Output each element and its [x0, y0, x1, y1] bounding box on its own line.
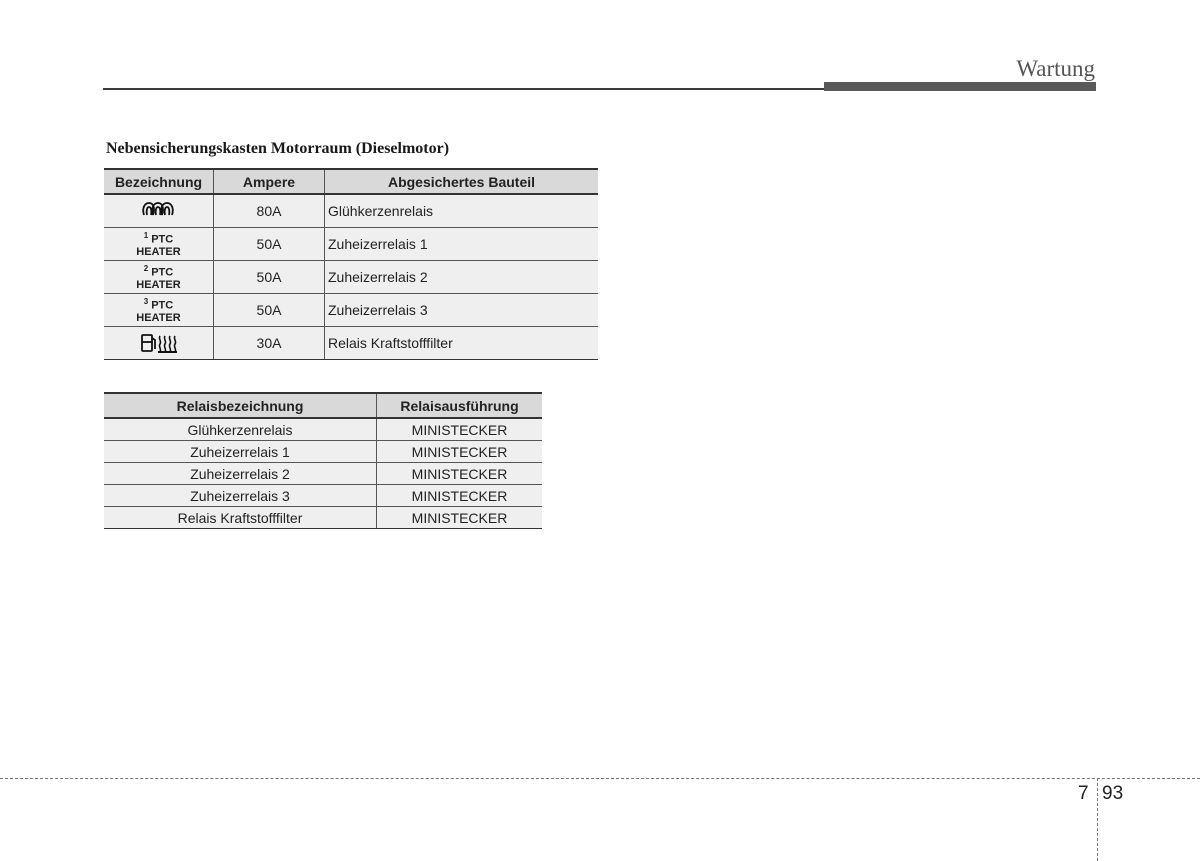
table-row	[104, 485, 542, 507]
relay-table-header	[104, 393, 542, 418]
fuse-component: Zuheizerrelais 2	[325, 261, 599, 294]
section-heading: Nebensicherungskasten Motorraum (Dieselmotor)	[106, 140, 450, 157]
relay-type: MINISTECKER	[377, 463, 543, 485]
header-rule	[103, 88, 826, 90]
header-rule-accent	[824, 82, 1096, 91]
relay-name: Zuheizerrelais 1	[104, 441, 377, 463]
relay-type: MINISTECKER	[377, 507, 543, 529]
footer-dashed-divider	[1097, 778, 1098, 861]
table-row	[104, 441, 542, 463]
table-row	[104, 294, 598, 327]
heater-label: HEATER	[136, 312, 181, 325]
fuse-component: Glühkerzenrelais	[325, 194, 599, 228]
ptc-number: 3	[143, 296, 149, 306]
fuse-designation	[104, 228, 214, 261]
table-row	[104, 228, 598, 261]
relay-name: Relais Kraftstofffilter	[104, 507, 377, 529]
fuse-component: Zuheizerrelais 3	[325, 294, 599, 327]
heater-label: HEATER	[136, 246, 181, 259]
table-row	[104, 327, 598, 360]
heater-label: HEATER	[136, 279, 181, 292]
fuse-ampere: 50A	[214, 261, 325, 294]
ptc-label: PTC	[151, 233, 174, 246]
table-row	[104, 194, 598, 228]
fuse-designation	[104, 294, 214, 327]
fuse-ampere: 50A	[214, 228, 325, 261]
column-header-designation: Bezeichnung	[104, 169, 214, 194]
ptc-number: 2	[143, 263, 149, 273]
relay-name: Zuheizerrelais 3	[104, 485, 377, 507]
column-header-component: Abgesichertes Bauteil	[325, 169, 599, 194]
footer-dashed-rule	[0, 778, 1200, 779]
page-chapter-number: 7	[1078, 783, 1089, 804]
fuse-component: Zuheizerrelais 1	[325, 228, 599, 261]
relay-type: MINISTECKER	[377, 485, 543, 507]
fuel-filter-heater-icon	[104, 327, 214, 360]
fuse-ampere: 80A	[214, 194, 325, 228]
glow-plug-icon	[104, 194, 214, 228]
relay-table	[104, 392, 542, 529]
relay-name: Glühkerzenrelais	[104, 418, 377, 441]
fuse-table-header	[104, 169, 598, 194]
relay-name: Zuheizerrelais 2	[104, 463, 377, 485]
fuse-table	[104, 168, 598, 360]
ptc-label: PTC	[151, 266, 174, 279]
table-row	[104, 261, 598, 294]
table-row	[104, 463, 542, 485]
table-row	[104, 507, 542, 529]
column-header-ampere: Ampere	[214, 169, 325, 194]
relay-type: MINISTECKER	[377, 418, 543, 441]
relay-type: MINISTECKER	[377, 441, 543, 463]
fuse-ampere: 30A	[214, 327, 325, 360]
fuse-designation	[104, 261, 214, 294]
fuse-ampere: 50A	[214, 294, 325, 327]
fuse-component: Relais Kraftstofffilter	[325, 327, 599, 360]
ptc-number: 1	[143, 230, 149, 240]
chapter-title: Wartung	[1016, 56, 1095, 81]
column-header-relay-type: Relaisausführung	[377, 393, 543, 418]
column-header-relay-name: Relaisbezeichnung	[104, 393, 377, 418]
page-number: 93	[1102, 783, 1124, 804]
table-row	[104, 418, 542, 441]
ptc-label: PTC	[151, 299, 174, 312]
